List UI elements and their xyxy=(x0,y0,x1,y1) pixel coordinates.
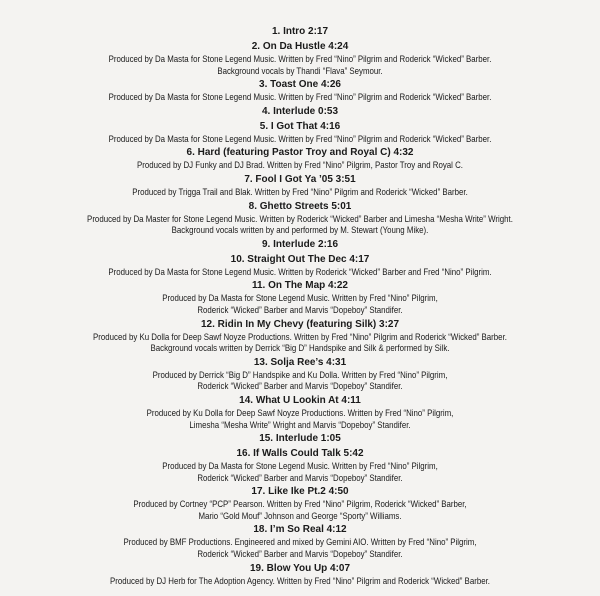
track-credit: Roderick “Wicked” Barber and Marvis “Dopeboy” Standifer. xyxy=(197,471,403,483)
track-entry xyxy=(0,106,600,118)
track-title: 4. Interlude 0:53 xyxy=(261,105,339,117)
track-title: 10. Straight Out The Dec 4:17 xyxy=(230,253,370,265)
tracklist xyxy=(0,26,600,586)
track-title: 14. What U Lookin At 4:11 xyxy=(239,394,361,406)
track-title: 5. I Got That 4:16 xyxy=(259,120,341,132)
track-title: 1. Intro 2:17 xyxy=(271,26,329,37)
track-entry xyxy=(0,239,600,251)
track-entry xyxy=(0,524,600,559)
track-title: 2. On Da Hustle 4:24 xyxy=(251,41,349,52)
track-entry xyxy=(0,147,600,171)
track-credit: Produced by Da Masta for Stone Legend Music. Written by Fred “Nino” Pilgrim and Roderick “Wicked” Barber. xyxy=(108,53,492,64)
track-credit: Background vocals written by and performed by M. Stewart (Young Mike). xyxy=(171,224,429,236)
track-entry xyxy=(0,41,600,76)
track-title: 7. Fool I Got Ya ’05 3:51 xyxy=(244,173,356,185)
track-credit: Produced by DJ Funky and DJ Brad. Written by Fred “Nino” Pilgrim, Pastor Troy and Royal C. xyxy=(137,159,463,171)
track-credit: Produced by Trigga Trail and Blak. Written by Fred “Nino” Pilgrim and Roderick “Wicked” Barber. xyxy=(132,185,468,197)
track-title: 15. Interlude 1:05 xyxy=(259,433,341,445)
track-credit: Produced by Da Masta for Stone Legend Music. Written by Fred “Nino” Pilgrim, xyxy=(162,292,438,304)
track-entry xyxy=(0,395,600,430)
track-credit: Limesha “Mesha Write” Wright and Marvis “Dopeboy” Standifer. xyxy=(189,418,411,430)
track-entry xyxy=(0,121,600,145)
track-title: 19. Blow You Up 4:07 xyxy=(249,562,351,574)
track-title: 18. I’m So Real 4:12 xyxy=(253,524,347,536)
track-entry xyxy=(0,563,600,587)
track-credit: Roderick “Wicked” Barber and Marvis “Dopeboy” Standifer. xyxy=(197,380,403,392)
track-credit: Produced by Da Masta for Stone Legend Music. Written by Fred “Nino” Pilgrim and Roderick “Wicked” Barber. xyxy=(108,132,492,144)
track-credit: Produced by Da Masta for Stone Legend Music. Written by Fred “Nino” Pilgrim, xyxy=(162,460,438,472)
track-entry xyxy=(0,26,600,38)
track-credit: Roderick “Wicked” Barber and Marvis “Dopeboy” Standifer. xyxy=(197,303,403,315)
track-credit: Produced by BMF Productions. Engineered and mixed by Gemini AIO. Written by Fred “Nino” Pilgrim, xyxy=(123,536,477,548)
track-title: 6. Hard (featuring Pastor Troy and Royal C) 4:32 xyxy=(186,147,414,159)
track-title: 9. Interlude 2:16 xyxy=(261,238,339,250)
track-credit: Produced by Ku Dolla for Deep Sawf Noyze Productions. Written by Fred “Nino” Pilgrim, xyxy=(146,406,454,418)
track-credit: Roderick “Wicked” Barber and Marvis “Dopeboy” Standifer. xyxy=(197,548,403,560)
track-title: 12. Ridin In My Chevy (featuring Silk) 3:27 xyxy=(200,318,400,330)
track-entry xyxy=(0,319,600,354)
track-title: 16. If Walls Could Talk 5:42 xyxy=(236,448,364,460)
track-title: 17. Like Ike Pt.2 4:50 xyxy=(251,486,349,498)
track-credit: Produced by Derrick “Big D” Handspike and Ku Dolla. Written by Fred “Nino” Pilgrim, xyxy=(152,368,448,380)
track-entry xyxy=(0,174,600,198)
track-entry xyxy=(0,79,600,103)
track-entry xyxy=(0,254,600,278)
track-entry xyxy=(0,357,600,392)
track-credit: Produced by Da Masta for Stone Legend Music. Written by Fred “Nino” Pilgrim and Roderick “Wicked” Barber. xyxy=(108,91,492,103)
track-credit: Produced by DJ Herb for The Adoption Agency. Written by Fred “Nino” Pilgrim and Roderick “Wicked” Barber. xyxy=(110,574,490,586)
track-credit: Background vocals by Thandi “Flava” Seymour. xyxy=(217,64,383,76)
track-credit: Produced by Da Masta for Stone Legend Music. Written by Roderick “Wicked” Barber and Fred “Nino” Pilgrim. xyxy=(108,265,492,277)
track-title: 13. Solja Ree’s 4:31 xyxy=(253,356,347,368)
track-title: 8. Ghetto Streets 5:01 xyxy=(248,200,352,212)
track-credit: Produced by Cortney “PCP” Pearson. Written by Fred “Nino” Pilgrim, Roderick “Wicked” Barber, xyxy=(133,498,467,510)
track-title: 11. On The Map 4:22 xyxy=(251,280,348,292)
track-title: 3. Toast One 4:26 xyxy=(259,79,341,91)
track-entry xyxy=(0,201,600,236)
track-credit: Background vocals written by Derrick “Big D” Handspike and Silk & performed by Silk. xyxy=(150,342,450,354)
track-entry xyxy=(0,433,600,445)
track-entry xyxy=(0,448,600,483)
track-credit: Produced by Ku Dolla for Deep Sawf Noyze Productions. Written by Fred “Nino” Pilgrim and Roderick “Wicked” Barber. xyxy=(93,330,507,342)
track-entry xyxy=(0,486,600,521)
track-entry xyxy=(0,280,600,315)
track-credit: Mario “Gold Mouf” Johnson and George “Sporty” Williams. xyxy=(198,509,402,521)
track-credit: Produced by Da Master for Stone Legend Music. Written by Roderick “Wicked” Barber and Limesha “Mesha Write” Wright. xyxy=(87,212,513,224)
